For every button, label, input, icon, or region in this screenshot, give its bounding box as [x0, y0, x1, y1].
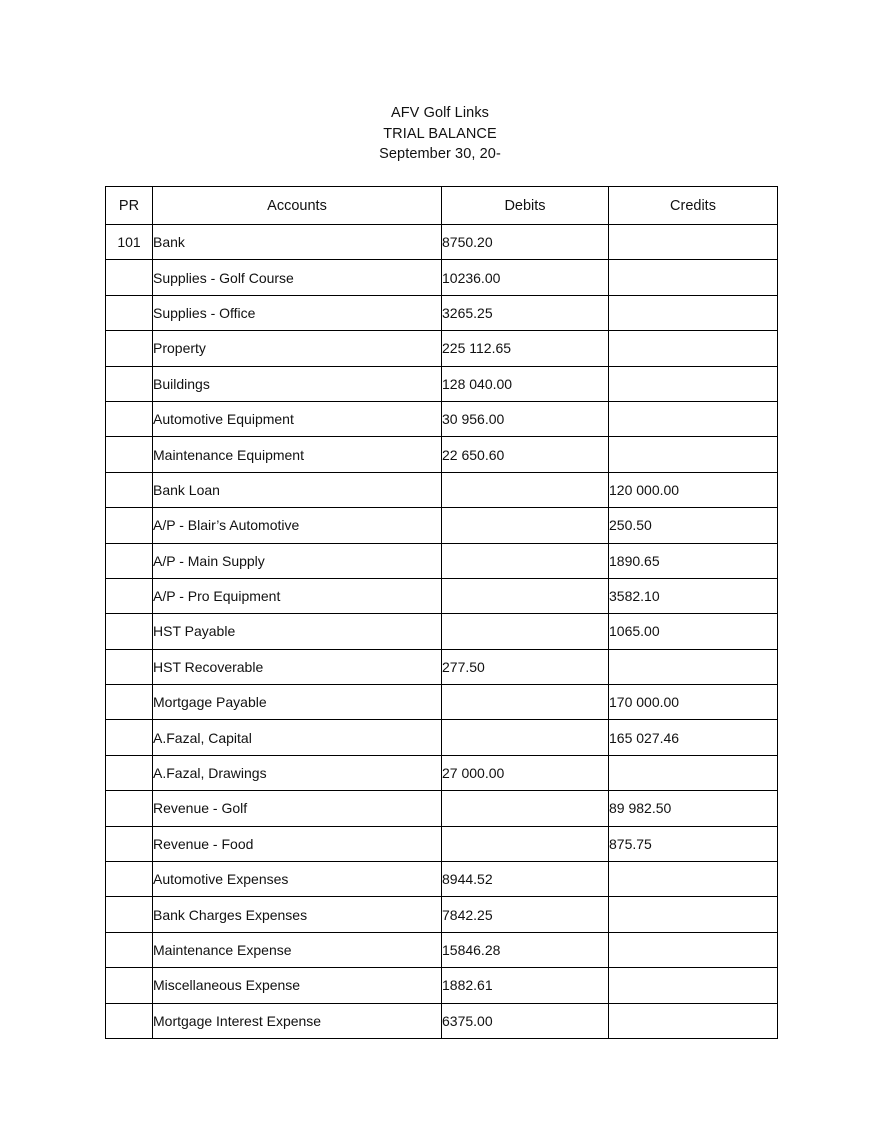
cell-credit-amount	[609, 401, 778, 436]
cell-pr	[106, 437, 153, 472]
cell-credit-amount	[609, 260, 778, 295]
cell-account-name: Maintenance Equipment	[153, 437, 442, 472]
table-row	[106, 543, 778, 578]
cell-pr	[106, 1003, 153, 1038]
cell-debit-amount	[442, 543, 609, 578]
cell-debit-amount	[442, 791, 609, 826]
cell-credit-amount	[609, 968, 778, 1003]
cell-debit-amount: 8750.20	[442, 225, 609, 260]
table-body	[106, 225, 778, 1039]
cell-debit-amount	[442, 472, 609, 507]
cell-account-name: A/P - Blair’s Automotive	[153, 508, 442, 543]
cell-pr	[106, 260, 153, 295]
cell-account-name: Revenue - Food	[153, 826, 442, 861]
cell-account-name: Bank	[153, 225, 442, 260]
table-row	[106, 508, 778, 543]
column-header-accounts: Accounts	[153, 187, 442, 225]
cell-debit-amount	[442, 685, 609, 720]
table-row	[106, 295, 778, 330]
cell-debit-amount: 277.50	[442, 649, 609, 684]
cell-pr	[106, 543, 153, 578]
table-row	[106, 366, 778, 401]
cell-pr	[106, 755, 153, 790]
cell-credit-amount	[609, 932, 778, 967]
cell-credit-amount: 875.75	[609, 826, 778, 861]
cell-pr	[106, 968, 153, 1003]
cell-account-name: Bank Loan	[153, 472, 442, 507]
cell-debit-amount: 128 040.00	[442, 366, 609, 401]
table-header-row	[106, 187, 778, 225]
cell-credit-amount: 120 000.00	[609, 472, 778, 507]
cell-credit-amount	[609, 366, 778, 401]
cell-pr: 101	[106, 225, 153, 260]
cell-credit-amount: 1890.65	[609, 543, 778, 578]
column-header-pr: PR	[106, 187, 153, 225]
cell-account-name: A/P - Main Supply	[153, 543, 442, 578]
cell-account-name: Supplies - Office	[153, 295, 442, 330]
column-header-credits: Credits	[609, 187, 778, 225]
cell-account-name: HST Payable	[153, 614, 442, 649]
cell-account-name: Maintenance Expense	[153, 932, 442, 967]
report-date: September 30, 20-	[379, 146, 501, 162]
cell-credit-amount	[609, 897, 778, 932]
column-header-debits: Debits	[442, 187, 609, 225]
table-row	[106, 932, 778, 967]
cell-account-name: A.Fazal, Drawings	[153, 755, 442, 790]
cell-credit-amount	[609, 1003, 778, 1038]
cell-account-name: Mortgage Interest Expense	[153, 1003, 442, 1038]
cell-account-name: Miscellaneous Expense	[153, 968, 442, 1003]
table-row	[106, 614, 778, 649]
cell-pr	[106, 862, 153, 897]
cell-debit-amount	[442, 508, 609, 543]
cell-pr	[106, 826, 153, 861]
cell-pr	[106, 366, 153, 401]
cell-account-name: A.Fazal, Capital	[153, 720, 442, 755]
cell-debit-amount: 30 956.00	[442, 401, 609, 436]
table-row	[106, 401, 778, 436]
cell-pr	[106, 720, 153, 755]
cell-credit-amount	[609, 331, 778, 366]
table-row	[106, 331, 778, 366]
cell-pr	[106, 508, 153, 543]
cell-debit-amount: 10236.00	[442, 260, 609, 295]
cell-credit-amount	[609, 649, 778, 684]
cell-debit-amount	[442, 826, 609, 861]
cell-pr	[106, 472, 153, 507]
table-row	[106, 685, 778, 720]
table-row	[106, 897, 778, 932]
cell-debit-amount: 3265.25	[442, 295, 609, 330]
cell-credit-amount: 250.50	[609, 508, 778, 543]
cell-pr	[106, 401, 153, 436]
cell-pr	[106, 897, 153, 932]
table-row	[106, 437, 778, 472]
cell-account-name: Property	[153, 331, 442, 366]
trial-balance-table	[105, 186, 778, 1039]
table-row	[106, 826, 778, 861]
table-row	[106, 720, 778, 755]
table-row	[106, 578, 778, 613]
cell-credit-amount: 165 027.46	[609, 720, 778, 755]
cell-account-name: Bank Charges Expenses	[153, 897, 442, 932]
table-row	[106, 1003, 778, 1038]
table-row	[106, 968, 778, 1003]
cell-credit-amount	[609, 225, 778, 260]
cell-debit-amount: 27 000.00	[442, 755, 609, 790]
cell-credit-amount	[609, 437, 778, 472]
cell-pr	[106, 295, 153, 330]
cell-account-name: Supplies - Golf Course	[153, 260, 442, 295]
cell-credit-amount	[609, 295, 778, 330]
cell-account-name: A/P - Pro Equipment	[153, 578, 442, 613]
cell-credit-amount	[609, 755, 778, 790]
table-row	[106, 472, 778, 507]
cell-pr	[106, 685, 153, 720]
cell-account-name: Automotive Equipment	[153, 401, 442, 436]
cell-credit-amount: 170 000.00	[609, 685, 778, 720]
cell-credit-amount	[609, 862, 778, 897]
table-row	[106, 225, 778, 260]
cell-credit-amount: 89 982.50	[609, 791, 778, 826]
cell-pr	[106, 932, 153, 967]
cell-debit-amount: 6375.00	[442, 1003, 609, 1038]
cell-pr	[106, 614, 153, 649]
cell-debit-amount: 15846.28	[442, 932, 609, 967]
cell-debit-amount: 225 112.65	[442, 331, 609, 366]
table-row	[106, 755, 778, 790]
cell-pr	[106, 331, 153, 366]
cell-account-name: HST Recoverable	[153, 649, 442, 684]
cell-pr	[106, 791, 153, 826]
company-name: AFV Golf Links	[390, 105, 490, 121]
cell-account-name: Revenue - Golf	[153, 791, 442, 826]
cell-credit-amount: 1065.00	[609, 614, 778, 649]
report-heading	[0, 103, 880, 165]
table-row	[106, 791, 778, 826]
cell-debit-amount: 7842.25	[442, 897, 609, 932]
cell-pr	[106, 649, 153, 684]
cell-debit-amount: 1882.61	[442, 968, 609, 1003]
report-title: TRIAL BALANCE	[383, 125, 497, 142]
table-row	[106, 649, 778, 684]
trial-balance-table-container	[105, 186, 777, 1039]
cell-account-name: Automotive Expenses	[153, 862, 442, 897]
cell-debit-amount	[442, 720, 609, 755]
cell-debit-amount	[442, 578, 609, 613]
cell-pr	[106, 578, 153, 613]
cell-account-name: Buildings	[153, 366, 442, 401]
table-row	[106, 260, 778, 295]
cell-debit-amount	[442, 614, 609, 649]
cell-debit-amount: 8944.52	[442, 862, 609, 897]
cell-account-name: Mortgage Payable	[153, 685, 442, 720]
cell-debit-amount: 22 650.60	[442, 437, 609, 472]
table-row	[106, 862, 778, 897]
cell-credit-amount: 3582.10	[609, 578, 778, 613]
